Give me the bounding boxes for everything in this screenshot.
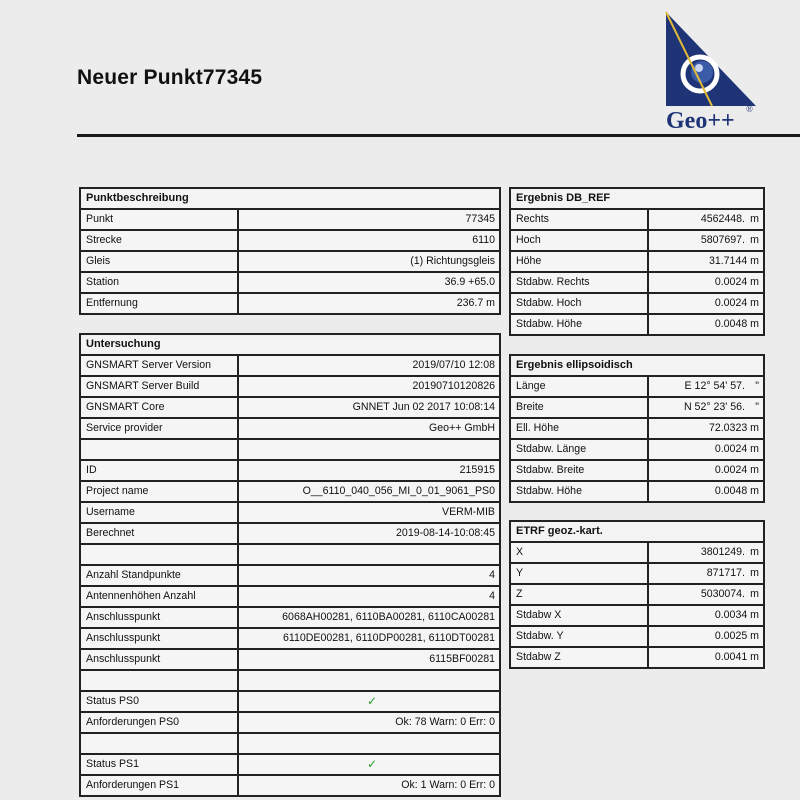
- row-label: GNSMART Server Build: [81, 377, 239, 396]
- table-row: [81, 776, 499, 795]
- value-unit: m: [750, 588, 759, 600]
- row-value: [649, 377, 763, 396]
- table-row: [81, 210, 499, 231]
- row-value: 2019-08-14-10:08:45: [396, 527, 495, 539]
- row-value: [239, 440, 499, 459]
- row-label: Stdabw. Breite: [511, 461, 649, 480]
- table-row: [81, 566, 499, 587]
- geo-logo: [662, 8, 762, 136]
- value-number: E 12° 54' 57.: [684, 380, 745, 392]
- row-label: Stdabw. Rechts: [511, 273, 649, 292]
- table-row: [81, 461, 499, 482]
- row-label: Stdabw X: [511, 606, 649, 625]
- page-title: Neuer Punkt77345: [77, 66, 263, 89]
- logo-text: Geo++: [666, 108, 735, 134]
- table-row: [81, 629, 499, 650]
- row-label: Ell. Höhe: [511, 419, 649, 438]
- table-row: [511, 564, 763, 585]
- row-label: Anforderungen PS1: [81, 776, 239, 795]
- etrf-table: [509, 520, 765, 669]
- value-unit: m: [750, 213, 759, 225]
- punktbeschreibung-table: [79, 187, 501, 315]
- value-number: 4562448.: [700, 213, 745, 225]
- table-row: [511, 461, 763, 482]
- row-label: Anforderungen PS0: [81, 713, 239, 732]
- table-row: [81, 545, 499, 566]
- row-value: 236.7 m: [456, 297, 495, 309]
- untersuchung-table: [79, 333, 501, 797]
- row-label: ID: [81, 461, 239, 480]
- table-row: [511, 543, 763, 564]
- table-row: [511, 315, 763, 334]
- row-label: Anschlusspunkt: [81, 629, 239, 648]
- checkmark-icon: ✓: [367, 757, 378, 771]
- table-row: [511, 273, 763, 294]
- value-number: 5807697.: [700, 234, 745, 246]
- row-value: [649, 543, 763, 562]
- value-unit: m: [750, 546, 759, 558]
- row-label: [81, 734, 239, 753]
- value-number: 3801249.: [700, 546, 745, 558]
- row-value: 215915: [459, 464, 495, 476]
- value-number: 871717.: [706, 567, 745, 579]
- row-value: 2019/07/10 12:08: [412, 359, 495, 371]
- row-value: 0.0024 m: [714, 464, 759, 476]
- row-value: 0.0048 m: [714, 485, 759, 497]
- row-value: 36.9 +65.0: [444, 276, 495, 288]
- table-row: [511, 294, 763, 315]
- row-label: Rechts: [511, 210, 649, 229]
- row-label: Stdabw. Höhe: [511, 482, 649, 501]
- row-label: Status PS1: [81, 755, 239, 774]
- row-label: Anzahl Standpunkte: [81, 566, 239, 585]
- table-row: [511, 231, 763, 252]
- value-unit: ": [755, 380, 759, 392]
- row-label: Service provider: [81, 419, 239, 438]
- row-value: [649, 585, 763, 604]
- table-row: [81, 608, 499, 629]
- table-row: [81, 482, 499, 503]
- row-value: 6110: [472, 234, 495, 246]
- value-unit: m: [750, 567, 759, 579]
- row-label: Berechnet: [81, 524, 239, 543]
- row-value: [649, 231, 763, 250]
- row-label: Höhe: [511, 252, 649, 271]
- row-label: Länge: [511, 377, 649, 396]
- row-label: GNSMART Core: [81, 398, 239, 417]
- table-row: [81, 713, 499, 734]
- row-value: [649, 564, 763, 583]
- row-label: Gleis: [81, 252, 239, 271]
- table-header: Untersuchung: [81, 335, 499, 356]
- table-row: [81, 734, 499, 755]
- row-label: Anschlusspunkt: [81, 650, 239, 669]
- row-value: 72.0323 m: [708, 422, 759, 434]
- row-value: GNNET Jun 02 2017 10:08:14: [352, 401, 495, 413]
- row-value: 0.0025 m: [714, 630, 759, 642]
- row-value: [649, 398, 763, 417]
- row-label: Status PS0: [81, 692, 239, 711]
- row-value: 0.0024 m: [714, 297, 759, 309]
- row-label: Station: [81, 273, 239, 292]
- table-header: Ergebnis DB_REF: [511, 189, 763, 210]
- table-row: [511, 252, 763, 273]
- row-value: 4: [489, 569, 495, 581]
- row-value: 31.7144 m: [708, 255, 759, 267]
- row-label: Hoch: [511, 231, 649, 250]
- table-row: [81, 440, 499, 461]
- row-label: Project name: [81, 482, 239, 501]
- value-number: 5030074.: [700, 588, 745, 600]
- table-row: [511, 606, 763, 627]
- table-row: [81, 692, 499, 713]
- row-label: Punkt: [81, 210, 239, 229]
- row-value: [239, 734, 499, 753]
- table-row: [511, 482, 763, 501]
- table-row: [81, 587, 499, 608]
- row-label: Username: [81, 503, 239, 522]
- row-value: [649, 210, 763, 229]
- value-unit: m: [750, 234, 759, 246]
- row-label: Antennenhöhen Anzahl: [81, 587, 239, 606]
- row-value: 4: [489, 590, 495, 602]
- row-value: 77345: [465, 213, 495, 225]
- table-row: [81, 524, 499, 545]
- table-row: [81, 273, 499, 294]
- table-row: [511, 210, 763, 231]
- table-row: [81, 294, 499, 313]
- row-value: 20190710120826: [412, 380, 495, 392]
- header-rule: [77, 134, 800, 137]
- row-label: Y: [511, 564, 649, 583]
- table-row: [81, 419, 499, 440]
- row-label: [81, 545, 239, 564]
- row-value: 6068AH00281, 6110BA00281, 6110CA00281: [282, 611, 495, 623]
- value-unit: ": [755, 401, 759, 413]
- row-value: 6115BF00281: [429, 653, 495, 665]
- row-label: Z: [511, 585, 649, 604]
- table-row: [511, 398, 763, 419]
- row-value: [239, 545, 499, 564]
- row-label: Stdabw. Höhe: [511, 315, 649, 334]
- row-label: Strecke: [81, 231, 239, 250]
- checkmark-icon: ✓: [367, 694, 378, 708]
- row-value: Geo++ GmbH: [429, 422, 495, 434]
- row-label: [81, 440, 239, 459]
- table-row: [81, 398, 499, 419]
- row-value: Ok: 78 Warn: 0 Err: 0: [395, 716, 495, 728]
- row-label: X: [511, 543, 649, 562]
- row-value: 0.0034 m: [714, 609, 759, 621]
- row-value: VERM-MIB: [442, 506, 495, 518]
- logo-registered-mark: ®: [746, 104, 753, 114]
- table-row: [511, 419, 763, 440]
- row-label: [81, 671, 239, 690]
- table-row: [511, 585, 763, 606]
- table-row: [511, 377, 763, 398]
- row-value: [239, 671, 499, 690]
- row-value: 0.0048 m: [714, 318, 759, 330]
- row-value: 6110DE00281, 6110DP00281, 6110DT00281: [282, 632, 495, 644]
- table-row: [81, 650, 499, 671]
- row-value: 0.0041 m: [714, 651, 759, 663]
- row-label: GNSMART Server Version: [81, 356, 239, 375]
- table-row: [81, 671, 499, 692]
- value-number: N 52° 23' 56.: [683, 401, 745, 413]
- row-label: Anschlusspunkt: [81, 608, 239, 627]
- row-label: Entfernung: [81, 294, 239, 313]
- row-label: Breite: [511, 398, 649, 417]
- table-row: [81, 231, 499, 252]
- row-label: Stdabw. Hoch: [511, 294, 649, 313]
- table-header: ETRF geoz.-kart.: [511, 522, 763, 543]
- table-row: [81, 377, 499, 398]
- table-row: [511, 440, 763, 461]
- table-row: [81, 356, 499, 377]
- row-value: 0.0024 m: [714, 276, 759, 288]
- row-value: Ok: 1 Warn: 0 Err: 0: [401, 779, 495, 791]
- table-header: Punktbeschreibung: [81, 189, 499, 210]
- table-row: [511, 627, 763, 648]
- row-label: Stdabw. Länge: [511, 440, 649, 459]
- table-row: [81, 503, 499, 524]
- table-row: [81, 252, 499, 273]
- ergebnis-ellipsoidisch-table: [509, 354, 765, 503]
- row-value: (1) Richtungsgleis: [410, 255, 495, 267]
- row-label: Stdabw. Y: [511, 627, 649, 646]
- row-label: Stdabw Z: [511, 648, 649, 667]
- table-header: Ergebnis ellipsoidisch: [511, 356, 763, 377]
- row-value: O__6110_040_056_MI_0_01_9061_PS0: [302, 485, 495, 497]
- table-row: [511, 648, 763, 667]
- ergebnis-db-ref-table: [509, 187, 765, 336]
- table-row: [81, 755, 499, 776]
- row-value: 0.0024 m: [714, 443, 759, 455]
